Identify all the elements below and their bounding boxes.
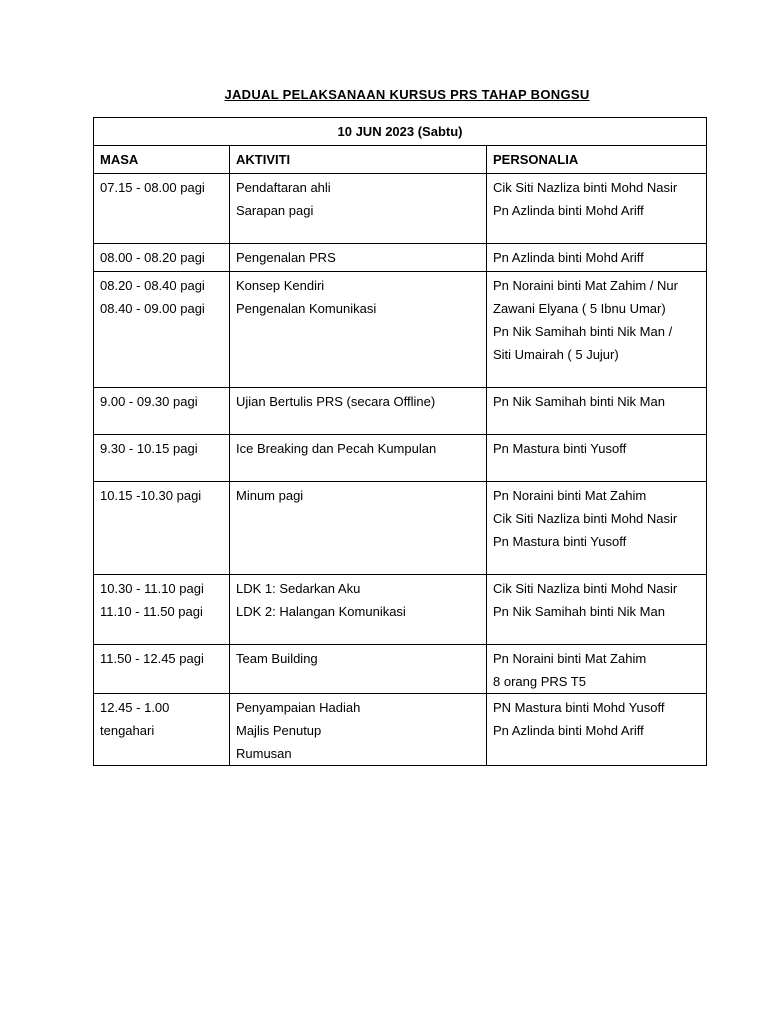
masa-line: 9.00 - 09.30 pagi — [100, 394, 198, 409]
aktiviti-line: Ice Breaking dan Pecah Kumpulan — [236, 441, 437, 456]
header-row — [94, 146, 707, 174]
table-row — [94, 482, 707, 575]
aktiviti-cell — [230, 174, 487, 244]
aktiviti-line: Konsep Kendiri — [236, 278, 325, 293]
table-row — [94, 174, 707, 244]
table-row — [94, 272, 707, 388]
personalia-line: Pn Nik Samihah binti Nik Man / — [493, 324, 673, 339]
table-row — [94, 435, 707, 482]
masa-cell — [94, 388, 230, 435]
aktiviti-line: Minum pagi — [236, 488, 304, 503]
personalia-line: PN Mastura binti Mohd Yusoff — [493, 700, 665, 715]
masa-cell — [94, 645, 230, 694]
masa-line: 12.45 - 1.00 — [100, 700, 170, 715]
aktiviti-line: LDK 2: Halangan Komunikasi — [236, 604, 406, 619]
aktiviti-line: Pengenalan Komunikasi — [236, 301, 377, 316]
personalia-line: 8 orang PRS T5 — [493, 674, 586, 689]
aktiviti-cell — [230, 244, 487, 272]
personalia-cell — [487, 645, 707, 694]
masa-line: tengahari — [100, 723, 155, 738]
masa-cell — [94, 575, 230, 645]
personalia-line: Cik Siti Nazliza binti Mohd Nasir — [493, 180, 678, 195]
aktiviti-line: Ujian Bertulis PRS (secara Offline) — [236, 394, 436, 409]
aktiviti-cell — [230, 272, 487, 388]
table-row — [94, 694, 707, 766]
schedule-date: 10 JUN 2023 (Sabtu) — [94, 118, 707, 146]
aktiviti-cell — [230, 694, 487, 766]
masa-cell — [94, 244, 230, 272]
aktiviti-cell — [230, 645, 487, 694]
aktiviti-cell — [230, 435, 487, 482]
personalia-line: Pn Azlinda binti Mohd Ariff — [493, 250, 644, 265]
personalia-cell — [487, 388, 707, 435]
personalia-line: Pn Noraini binti Mat Zahim — [493, 488, 647, 503]
aktiviti-line: Rumusan — [236, 746, 292, 761]
date-row — [94, 118, 707, 146]
aktiviti-line: Pendaftaran ahli — [236, 180, 331, 195]
table-row — [94, 244, 707, 272]
masa-line: 08.20 - 08.40 pagi — [100, 278, 205, 293]
aktiviti-line: Majlis Penutup — [236, 723, 322, 738]
personalia-line: Siti Umairah ( 5 Jujur) — [493, 347, 619, 362]
masa-cell — [94, 694, 230, 766]
masa-cell — [94, 482, 230, 575]
column-header-aktiviti: AKTIVITI — [230, 146, 487, 174]
masa-line: 07.15 - 08.00 pagi — [100, 180, 205, 195]
aktiviti-line: Pengenalan PRS — [236, 250, 336, 265]
personalia-line: Pn Nik Samihah binti Nik Man — [493, 394, 665, 409]
masa-line: 10.15 -10.30 pagi — [100, 488, 202, 503]
aktiviti-line: Sarapan pagi — [236, 203, 314, 218]
personalia-cell — [487, 575, 707, 645]
aktiviti-cell — [230, 388, 487, 435]
aktiviti-line: LDK 1: Sedarkan Aku — [236, 581, 361, 596]
personalia-line: Cik Siti Nazliza binti Mohd Nasir — [493, 581, 678, 596]
personalia-line: Pn Azlinda binti Mohd Ariff — [493, 723, 644, 738]
masa-cell — [94, 272, 230, 388]
document-title: JADUAL PELAKSANAAN KURSUS PRS TAHAP BONGSU — [224, 87, 590, 102]
personalia-line: Pn Mastura binti Yusoff — [493, 534, 627, 549]
column-header-personalia: PERSONALIA — [487, 146, 707, 174]
masa-line: 08.00 - 08.20 pagi — [100, 250, 205, 265]
table-row — [94, 575, 707, 645]
table-row — [94, 388, 707, 435]
masa-line: 11.50 - 12.45 pagi — [100, 651, 204, 666]
personalia-line: Zawani Elyana ( 5 Ibnu Umar) — [493, 301, 666, 316]
masa-cell — [94, 435, 230, 482]
personalia-cell — [487, 272, 707, 388]
personalia-line: Pn Mastura binti Yusoff — [493, 441, 627, 456]
schedule-table — [93, 117, 707, 766]
aktiviti-line: Penyampaian Hadiah — [236, 700, 361, 715]
personalia-cell — [487, 244, 707, 272]
aktiviti-line: Team Building — [236, 651, 318, 666]
personalia-line: Pn Nik Samihah binti Nik Man — [493, 604, 665, 619]
personalia-line: Pn Azlinda binti Mohd Ariff — [493, 203, 644, 218]
masa-line: 11.10 - 11.50 pagi — [100, 604, 203, 619]
table-row — [94, 645, 707, 694]
masa-line: 10.30 - 11.10 pagi — [100, 581, 204, 596]
personalia-cell — [487, 435, 707, 482]
personalia-cell — [487, 694, 707, 766]
masa-cell — [94, 174, 230, 244]
masa-line: 9.30 - 10.15 pagi — [100, 441, 198, 456]
personalia-line: Pn Noraini binti Mat Zahim / Nur — [493, 278, 678, 293]
personalia-cell — [487, 174, 707, 244]
column-header-masa: MASA — [94, 146, 230, 174]
personalia-line: Pn Noraini binti Mat Zahim — [493, 651, 647, 666]
masa-line: 08.40 - 09.00 pagi — [100, 301, 205, 316]
aktiviti-cell — [230, 482, 487, 575]
aktiviti-cell — [230, 575, 487, 645]
personalia-cell — [487, 482, 707, 575]
personalia-line: Cik Siti Nazliza binti Mohd Nasir — [493, 511, 678, 526]
